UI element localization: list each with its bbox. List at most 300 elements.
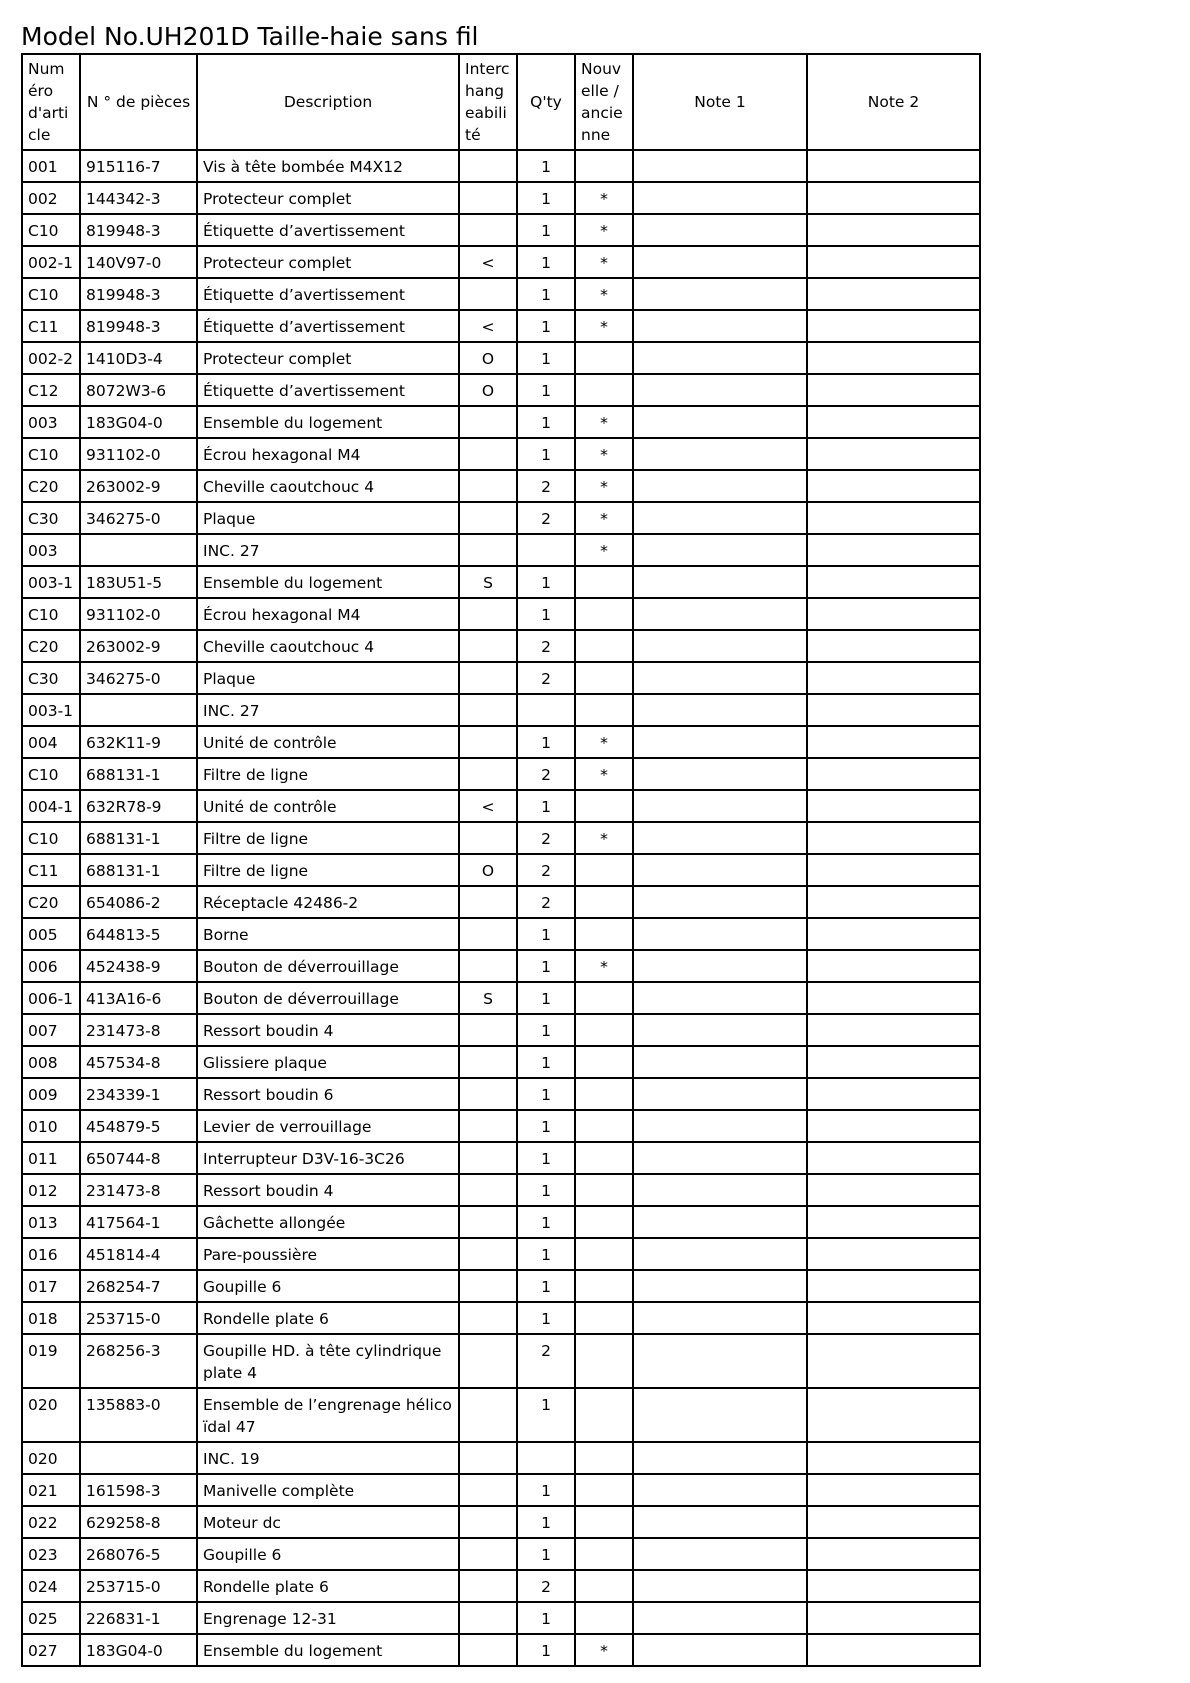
cell-description: Unité de contrôle bbox=[197, 790, 459, 822]
cell-part: 183U51-5 bbox=[80, 566, 197, 598]
cell-description: Filtre de ligne bbox=[197, 758, 459, 790]
cell-interchangeability bbox=[459, 950, 517, 982]
cell-item: 006-1 bbox=[22, 982, 80, 1014]
cell-interchangeability bbox=[459, 630, 517, 662]
cell-item: C20 bbox=[22, 630, 80, 662]
cell-note2 bbox=[807, 278, 980, 310]
cell-note1 bbox=[633, 1110, 807, 1142]
cell-note1 bbox=[633, 950, 807, 982]
cell-note2 bbox=[807, 886, 980, 918]
cell-interchangeability bbox=[459, 1442, 517, 1474]
cell-note2 bbox=[807, 1602, 980, 1634]
cell-qty: 1 bbox=[517, 1014, 575, 1046]
cell-qty: 1 bbox=[517, 278, 575, 310]
cell-note2 bbox=[807, 790, 980, 822]
cell-interchangeability bbox=[459, 1270, 517, 1302]
cell-interchangeability bbox=[459, 438, 517, 470]
cell-part: 231473-8 bbox=[80, 1174, 197, 1206]
cell-note2 bbox=[807, 502, 980, 534]
cell-part: 644813-5 bbox=[80, 918, 197, 950]
cell-note1 bbox=[633, 1634, 807, 1666]
cell-new-old: * bbox=[575, 822, 633, 854]
cell-part: 183G04-0 bbox=[80, 1634, 197, 1666]
cell-item: C10 bbox=[22, 438, 80, 470]
cell-note1 bbox=[633, 1206, 807, 1238]
cell-description: Vis à tête bombée M4X12 bbox=[197, 150, 459, 182]
table-row bbox=[22, 1078, 980, 1110]
cell-interchangeability bbox=[459, 406, 517, 438]
cell-note1 bbox=[633, 822, 807, 854]
cell-item: 013 bbox=[22, 1206, 80, 1238]
cell-qty: 1 bbox=[517, 1388, 575, 1442]
cell-new-old: * bbox=[575, 214, 633, 246]
cell-qty: 2 bbox=[517, 470, 575, 502]
cell-part: 931102-0 bbox=[80, 438, 197, 470]
cell-description: Pare-poussière bbox=[197, 1238, 459, 1270]
cell-note1 bbox=[633, 150, 807, 182]
cell-new-old bbox=[575, 1388, 633, 1442]
cell-part: 632R78-9 bbox=[80, 790, 197, 822]
cell-item: 020 bbox=[22, 1388, 80, 1442]
cell-item: 018 bbox=[22, 1302, 80, 1334]
table-row bbox=[22, 566, 980, 598]
col-header-interchangeability: Interchangeabilité bbox=[459, 54, 517, 150]
cell-note2 bbox=[807, 1142, 980, 1174]
cell-item: 009 bbox=[22, 1078, 80, 1110]
cell-new-old bbox=[575, 1046, 633, 1078]
cell-interchangeability bbox=[459, 1634, 517, 1666]
cell-interchangeability bbox=[459, 1238, 517, 1270]
cell-qty: 1 bbox=[517, 374, 575, 406]
cell-qty bbox=[517, 694, 575, 726]
cell-note1 bbox=[633, 470, 807, 502]
cell-note1 bbox=[633, 630, 807, 662]
cell-description: Ressort boudin 4 bbox=[197, 1014, 459, 1046]
cell-interchangeability: < bbox=[459, 310, 517, 342]
cell-note1 bbox=[633, 982, 807, 1014]
cell-description: Étiquette d’avertissement bbox=[197, 278, 459, 310]
table-row bbox=[22, 854, 980, 886]
cell-note2 bbox=[807, 1078, 980, 1110]
table-row bbox=[22, 246, 980, 278]
cell-note1 bbox=[633, 1302, 807, 1334]
cell-note2 bbox=[807, 1474, 980, 1506]
cell-note2 bbox=[807, 246, 980, 278]
table-row bbox=[22, 630, 980, 662]
cell-description: Protecteur complet bbox=[197, 182, 459, 214]
cell-part: 8072W3-6 bbox=[80, 374, 197, 406]
table-row bbox=[22, 1238, 980, 1270]
cell-note2 bbox=[807, 1506, 980, 1538]
table-row bbox=[22, 1014, 980, 1046]
cell-note2 bbox=[807, 214, 980, 246]
cell-note1 bbox=[633, 726, 807, 758]
cell-new-old bbox=[575, 1302, 633, 1334]
cell-part: 688131-1 bbox=[80, 854, 197, 886]
cell-qty: 1 bbox=[517, 1474, 575, 1506]
cell-item: 006 bbox=[22, 950, 80, 982]
cell-new-old: * bbox=[575, 470, 633, 502]
cell-note1 bbox=[633, 534, 807, 566]
cell-note2 bbox=[807, 694, 980, 726]
cell-interchangeability bbox=[459, 694, 517, 726]
table-row bbox=[22, 470, 980, 502]
cell-note1 bbox=[633, 1174, 807, 1206]
table-row bbox=[22, 662, 980, 694]
cell-new-old: * bbox=[575, 726, 633, 758]
cell-note2 bbox=[807, 1174, 980, 1206]
col-header-part: N ° de pièces bbox=[80, 54, 197, 150]
cell-qty: 2 bbox=[517, 1334, 575, 1388]
cell-part: 161598-3 bbox=[80, 1474, 197, 1506]
cell-description: Goupille 6 bbox=[197, 1270, 459, 1302]
table-row bbox=[22, 1174, 980, 1206]
cell-part: 1410D3-4 bbox=[80, 342, 197, 374]
cell-qty: 1 bbox=[517, 1206, 575, 1238]
cell-new-old: * bbox=[575, 438, 633, 470]
cell-qty: 1 bbox=[517, 1110, 575, 1142]
cell-note2 bbox=[807, 1570, 980, 1602]
cell-interchangeability bbox=[459, 1388, 517, 1442]
cell-new-old bbox=[575, 1570, 633, 1602]
cell-description: Glissiere plaque bbox=[197, 1046, 459, 1078]
cell-note2 bbox=[807, 598, 980, 630]
cell-item: C11 bbox=[22, 854, 80, 886]
col-header-qty: Q'ty bbox=[517, 54, 575, 150]
cell-item: C20 bbox=[22, 470, 80, 502]
cell-description: Ressort boudin 6 bbox=[197, 1078, 459, 1110]
cell-interchangeability bbox=[459, 278, 517, 310]
cell-part bbox=[80, 534, 197, 566]
cell-item: C10 bbox=[22, 598, 80, 630]
table-row bbox=[22, 1302, 980, 1334]
cell-note1 bbox=[633, 662, 807, 694]
cell-part: 819948-3 bbox=[80, 310, 197, 342]
cell-description: Engrenage 12-31 bbox=[197, 1602, 459, 1634]
cell-description: Ensemble du logement bbox=[197, 406, 459, 438]
col-header-note1: Note 1 bbox=[633, 54, 807, 150]
cell-note1 bbox=[633, 854, 807, 886]
table-row bbox=[22, 918, 980, 950]
cell-part: 457534-8 bbox=[80, 1046, 197, 1078]
cell-interchangeability: O bbox=[459, 342, 517, 374]
cell-item: 007 bbox=[22, 1014, 80, 1046]
cell-item: 011 bbox=[22, 1142, 80, 1174]
cell-part: 263002-9 bbox=[80, 630, 197, 662]
cell-qty: 2 bbox=[517, 662, 575, 694]
cell-part: 140V97-0 bbox=[80, 246, 197, 278]
cell-qty bbox=[517, 534, 575, 566]
cell-qty: 1 bbox=[517, 1174, 575, 1206]
cell-new-old bbox=[575, 694, 633, 726]
cell-part: 253715-0 bbox=[80, 1302, 197, 1334]
cell-item: 020 bbox=[22, 1442, 80, 1474]
cell-description: Bouton de déverrouillage bbox=[197, 982, 459, 1014]
cell-new-old bbox=[575, 1602, 633, 1634]
cell-interchangeability bbox=[459, 1506, 517, 1538]
table-row bbox=[22, 1110, 980, 1142]
cell-description: Levier de verrouillage bbox=[197, 1110, 459, 1142]
table-row bbox=[22, 758, 980, 790]
cell-new-old: * bbox=[575, 502, 633, 534]
cell-qty: 1 bbox=[517, 1238, 575, 1270]
cell-qty: 1 bbox=[517, 598, 575, 630]
cell-note2 bbox=[807, 150, 980, 182]
cell-description: Unité de contrôle bbox=[197, 726, 459, 758]
table-body bbox=[22, 150, 980, 1666]
cell-interchangeability bbox=[459, 822, 517, 854]
cell-description: Goupille HD. à tête cylindrique plate 4 bbox=[197, 1334, 459, 1388]
cell-new-old: * bbox=[575, 758, 633, 790]
cell-interchangeability bbox=[459, 1570, 517, 1602]
table-row bbox=[22, 1538, 980, 1570]
cell-qty: 1 bbox=[517, 1538, 575, 1570]
cell-interchangeability: < bbox=[459, 246, 517, 278]
cell-new-old bbox=[575, 150, 633, 182]
cell-qty: 1 bbox=[517, 1142, 575, 1174]
cell-interchangeability bbox=[459, 1110, 517, 1142]
cell-qty: 1 bbox=[517, 1302, 575, 1334]
cell-new-old bbox=[575, 1238, 633, 1270]
cell-note2 bbox=[807, 1110, 980, 1142]
cell-interchangeability: O bbox=[459, 374, 517, 406]
cell-qty: 1 bbox=[517, 1046, 575, 1078]
cell-note2 bbox=[807, 1238, 980, 1270]
table-row bbox=[22, 1602, 980, 1634]
cell-part: 819948-3 bbox=[80, 278, 197, 310]
table-row bbox=[22, 822, 980, 854]
cell-interchangeability: O bbox=[459, 854, 517, 886]
cell-part: 231473-8 bbox=[80, 1014, 197, 1046]
cell-description: Moteur dc bbox=[197, 1506, 459, 1538]
cell-note2 bbox=[807, 758, 980, 790]
table-row bbox=[22, 886, 980, 918]
cell-part: 632K11-9 bbox=[80, 726, 197, 758]
table-row bbox=[22, 278, 980, 310]
cell-description: Protecteur complet bbox=[197, 342, 459, 374]
cell-note2 bbox=[807, 822, 980, 854]
cell-interchangeability: S bbox=[459, 982, 517, 1014]
cell-description: Filtre de ligne bbox=[197, 822, 459, 854]
cell-part: 688131-1 bbox=[80, 822, 197, 854]
cell-item: 012 bbox=[22, 1174, 80, 1206]
table-row bbox=[22, 1474, 980, 1506]
cell-new-old bbox=[575, 598, 633, 630]
cell-new-old bbox=[575, 1078, 633, 1110]
cell-new-old bbox=[575, 1334, 633, 1388]
cell-note2 bbox=[807, 342, 980, 374]
cell-item: C10 bbox=[22, 278, 80, 310]
table-row bbox=[22, 150, 980, 182]
cell-interchangeability bbox=[459, 1302, 517, 1334]
cell-part: 413A16-6 bbox=[80, 982, 197, 1014]
cell-note2 bbox=[807, 470, 980, 502]
cell-note2 bbox=[807, 1442, 980, 1474]
cell-part: 688131-1 bbox=[80, 758, 197, 790]
table-row bbox=[22, 438, 980, 470]
cell-qty: 1 bbox=[517, 1270, 575, 1302]
cell-note1 bbox=[633, 214, 807, 246]
cell-qty: 2 bbox=[517, 822, 575, 854]
cell-part: 183G04-0 bbox=[80, 406, 197, 438]
cell-item: 004 bbox=[22, 726, 80, 758]
cell-description: Borne bbox=[197, 918, 459, 950]
cell-part bbox=[80, 1442, 197, 1474]
cell-description: Ensemble du logement bbox=[197, 1634, 459, 1666]
cell-new-old bbox=[575, 1270, 633, 1302]
cell-note1 bbox=[633, 1238, 807, 1270]
table-row bbox=[22, 790, 980, 822]
col-header-new-old: Nouvelle / ancienne bbox=[575, 54, 633, 150]
cell-interchangeability bbox=[459, 1142, 517, 1174]
cell-description: Étiquette d’avertissement bbox=[197, 214, 459, 246]
cell-interchangeability bbox=[459, 1602, 517, 1634]
cell-new-old bbox=[575, 886, 633, 918]
cell-description: Écrou hexagonal M4 bbox=[197, 438, 459, 470]
cell-note2 bbox=[807, 1634, 980, 1666]
cell-note2 bbox=[807, 534, 980, 566]
cell-description: Ressort boudin 4 bbox=[197, 1174, 459, 1206]
cell-item: C10 bbox=[22, 758, 80, 790]
cell-note1 bbox=[633, 1538, 807, 1570]
cell-note1 bbox=[633, 1602, 807, 1634]
cell-qty: 1 bbox=[517, 1602, 575, 1634]
cell-note1 bbox=[633, 1078, 807, 1110]
cell-new-old bbox=[575, 662, 633, 694]
cell-note1 bbox=[633, 918, 807, 950]
cell-new-old bbox=[575, 1142, 633, 1174]
table-row bbox=[22, 694, 980, 726]
cell-note2 bbox=[807, 1270, 980, 1302]
table-row bbox=[22, 534, 980, 566]
table-row bbox=[22, 1142, 980, 1174]
cell-part: 931102-0 bbox=[80, 598, 197, 630]
cell-note1 bbox=[633, 342, 807, 374]
cell-new-old: * bbox=[575, 950, 633, 982]
cell-qty: 1 bbox=[517, 1634, 575, 1666]
cell-interchangeability bbox=[459, 470, 517, 502]
col-header-item: Numéro d'article bbox=[22, 54, 80, 150]
cell-item: C30 bbox=[22, 662, 80, 694]
cell-description: Plaque bbox=[197, 502, 459, 534]
table-header-row bbox=[22, 54, 980, 150]
cell-interchangeability bbox=[459, 1046, 517, 1078]
table-row bbox=[22, 374, 980, 406]
cell-new-old bbox=[575, 374, 633, 406]
table-row bbox=[22, 1206, 980, 1238]
cell-note2 bbox=[807, 918, 980, 950]
cell-description: Étiquette d’avertissement bbox=[197, 374, 459, 406]
table-row bbox=[22, 214, 980, 246]
cell-part: 226831-1 bbox=[80, 1602, 197, 1634]
cell-description: Rondelle plate 6 bbox=[197, 1570, 459, 1602]
cell-item: 002-1 bbox=[22, 246, 80, 278]
cell-part: 268256-3 bbox=[80, 1334, 197, 1388]
cell-interchangeability bbox=[459, 918, 517, 950]
cell-interchangeability bbox=[459, 1538, 517, 1570]
cell-note2 bbox=[807, 982, 980, 1014]
cell-description: Gâchette allongée bbox=[197, 1206, 459, 1238]
cell-part: 454879-5 bbox=[80, 1110, 197, 1142]
table-row bbox=[22, 182, 980, 214]
cell-item: 003 bbox=[22, 534, 80, 566]
cell-part: 346275-0 bbox=[80, 502, 197, 534]
cell-item: 022 bbox=[22, 1506, 80, 1538]
cell-qty: 1 bbox=[517, 406, 575, 438]
cell-interchangeability bbox=[459, 1174, 517, 1206]
cell-part: 268254-7 bbox=[80, 1270, 197, 1302]
cell-item: 003 bbox=[22, 406, 80, 438]
cell-new-old bbox=[575, 1174, 633, 1206]
cell-interchangeability bbox=[459, 1014, 517, 1046]
cell-item: 016 bbox=[22, 1238, 80, 1270]
cell-qty: 1 bbox=[517, 918, 575, 950]
cell-note1 bbox=[633, 1506, 807, 1538]
cell-note1 bbox=[633, 1334, 807, 1388]
table-row bbox=[22, 1442, 980, 1474]
cell-description: Étiquette d’avertissement bbox=[197, 310, 459, 342]
cell-qty: 2 bbox=[517, 758, 575, 790]
cell-qty: 2 bbox=[517, 1570, 575, 1602]
cell-item: C30 bbox=[22, 502, 80, 534]
cell-new-old: * bbox=[575, 182, 633, 214]
cell-note2 bbox=[807, 1302, 980, 1334]
cell-item: 005 bbox=[22, 918, 80, 950]
cell-description: Rondelle plate 6 bbox=[197, 1302, 459, 1334]
table-row bbox=[22, 726, 980, 758]
cell-interchangeability bbox=[459, 1206, 517, 1238]
table-row bbox=[22, 982, 980, 1014]
cell-qty: 1 bbox=[517, 950, 575, 982]
cell-item: 008 bbox=[22, 1046, 80, 1078]
col-header-note2: Note 2 bbox=[807, 54, 980, 150]
cell-interchangeability bbox=[459, 886, 517, 918]
cell-new-old bbox=[575, 982, 633, 1014]
cell-item: 024 bbox=[22, 1570, 80, 1602]
cell-new-old bbox=[575, 566, 633, 598]
cell-item: 021 bbox=[22, 1474, 80, 1506]
cell-note1 bbox=[633, 374, 807, 406]
cell-item: 003-1 bbox=[22, 566, 80, 598]
cell-description: Manivelle complète bbox=[197, 1474, 459, 1506]
table-row bbox=[22, 406, 980, 438]
cell-qty: 1 bbox=[517, 150, 575, 182]
cell-note1 bbox=[633, 1270, 807, 1302]
cell-new-old bbox=[575, 1014, 633, 1046]
cell-qty: 1 bbox=[517, 342, 575, 374]
cell-interchangeability bbox=[459, 726, 517, 758]
cell-new-old bbox=[575, 1474, 633, 1506]
table-row bbox=[22, 598, 980, 630]
cell-qty: 2 bbox=[517, 502, 575, 534]
table-row bbox=[22, 1334, 980, 1388]
cell-interchangeability bbox=[459, 1334, 517, 1388]
cell-description: Plaque bbox=[197, 662, 459, 694]
cell-note2 bbox=[807, 1046, 980, 1078]
cell-note1 bbox=[633, 886, 807, 918]
cell-new-old bbox=[575, 1110, 633, 1142]
cell-qty: 1 bbox=[517, 1078, 575, 1110]
cell-qty: 1 bbox=[517, 726, 575, 758]
cell-interchangeability: S bbox=[459, 566, 517, 598]
cell-note2 bbox=[807, 566, 980, 598]
cell-item: 027 bbox=[22, 1634, 80, 1666]
cell-part: 451814-4 bbox=[80, 1238, 197, 1270]
cell-part: 263002-9 bbox=[80, 470, 197, 502]
cell-item: C20 bbox=[22, 886, 80, 918]
cell-qty: 1 bbox=[517, 438, 575, 470]
cell-note1 bbox=[633, 1474, 807, 1506]
